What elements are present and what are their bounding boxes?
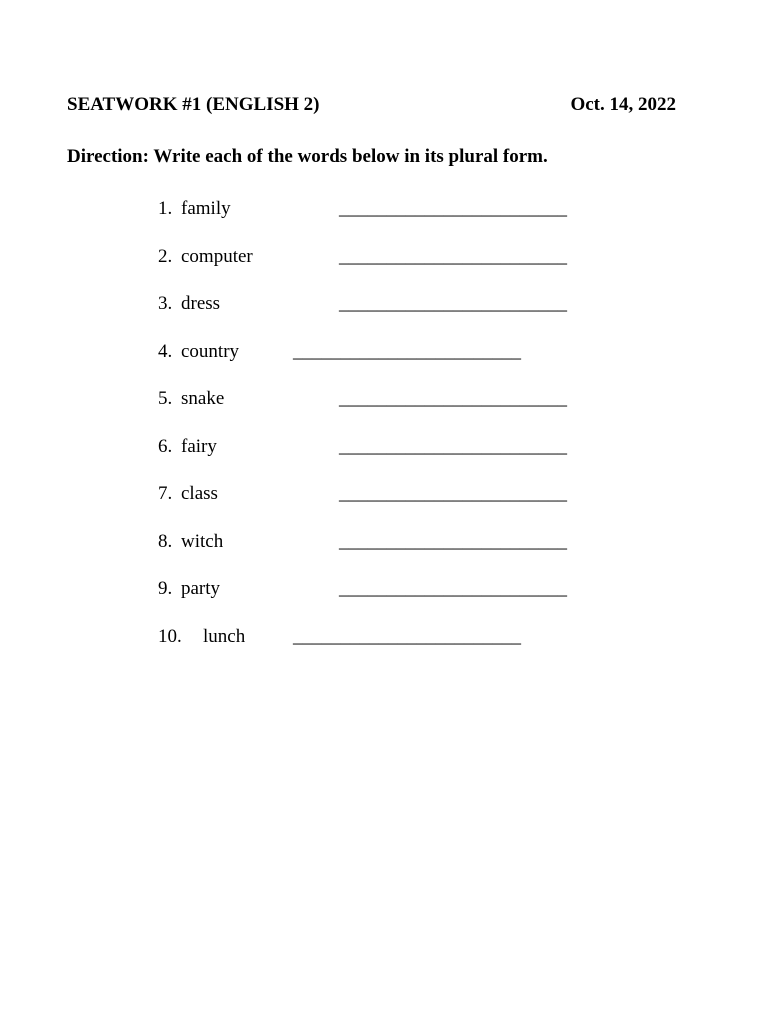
answer-blank: ________________________: [339, 246, 567, 267]
item-number: 9.: [158, 578, 173, 599]
item-number: 10.: [158, 626, 182, 647]
item-number: 3.: [158, 293, 173, 314]
list-item: [0, 483, 768, 509]
answer-blank: ________________________: [339, 198, 567, 219]
list-item: [0, 246, 768, 272]
list-item: [0, 436, 768, 462]
item-number: 5.: [158, 388, 173, 409]
list-item: [0, 341, 768, 367]
item-word: computer: [181, 246, 253, 267]
item-word: witch: [181, 531, 224, 552]
item-number: 8.: [158, 531, 173, 552]
list-item: [0, 626, 768, 652]
item-word: lunch: [203, 626, 246, 647]
list-item: [0, 578, 768, 604]
direction-text: Direction: Write each of the words below in its plural form.: [67, 146, 548, 167]
list-item: [0, 531, 768, 557]
worksheet-date: Oct. 14, 2022: [570, 94, 676, 115]
answer-blank: ________________________: [339, 578, 567, 599]
item-word: party: [181, 578, 221, 599]
item-number: 2.: [158, 246, 173, 267]
answer-blank: ________________________: [293, 626, 521, 647]
list-item: [0, 293, 768, 319]
item-number: 4.: [158, 341, 173, 362]
answer-blank: ________________________: [339, 436, 567, 457]
item-number: 1.: [158, 198, 173, 219]
item-word: country: [181, 341, 240, 362]
item-word: snake: [181, 388, 225, 409]
item-number: 7.: [158, 483, 173, 504]
item-word: fairy: [181, 436, 217, 457]
item-word: family: [181, 198, 231, 219]
item-word: dress: [181, 293, 221, 314]
answer-blank: ________________________: [339, 388, 567, 409]
list-item: [0, 198, 768, 224]
answer-blank: ________________________: [339, 483, 567, 504]
item-word: class: [181, 483, 218, 504]
answer-blank: ________________________: [339, 531, 567, 552]
answer-blank: ________________________: [293, 341, 521, 362]
answer-blank: ________________________: [339, 293, 567, 314]
worksheet-title: SEATWORK #1 (ENGLISH 2): [67, 94, 320, 115]
list-item: [0, 388, 768, 414]
item-number: 6.: [158, 436, 173, 457]
